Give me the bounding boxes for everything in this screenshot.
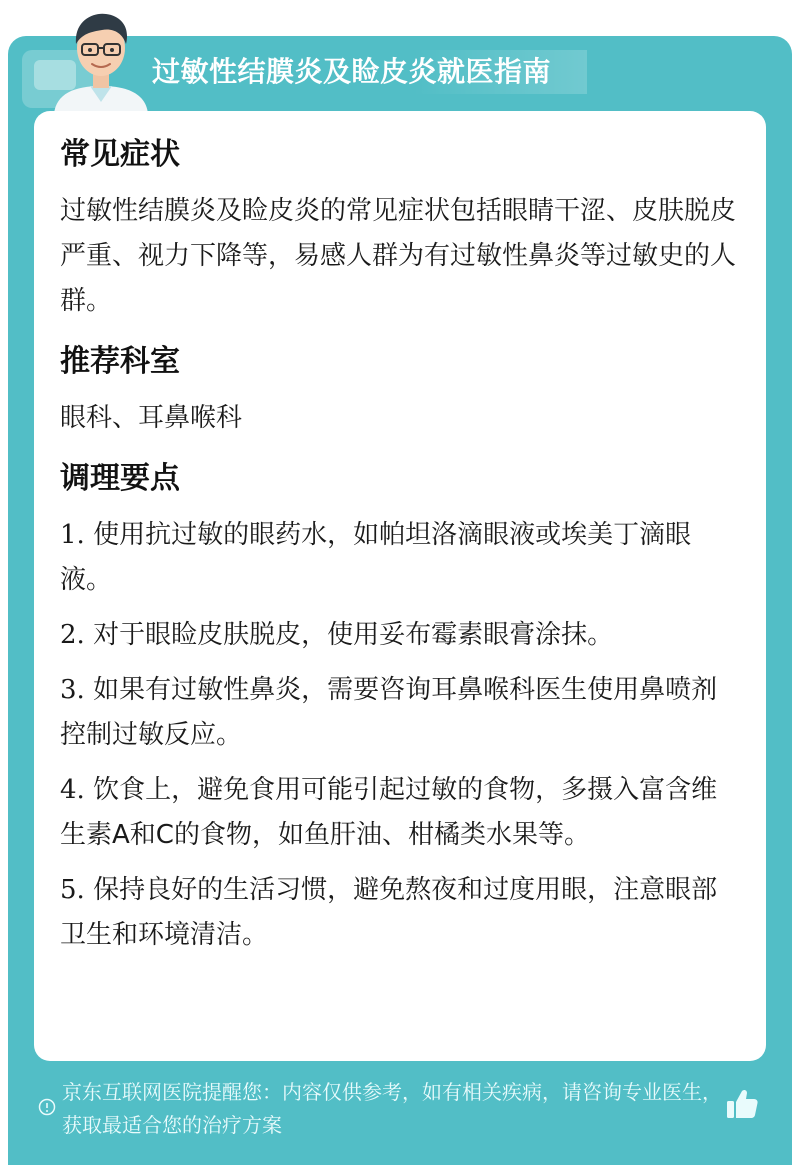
tip-number: 1. <box>60 520 85 550</box>
tip-text: 使用抗过敏的眼药水，如帕坦洛滴眼液或埃美丁滴眼液。 <box>60 520 692 595</box>
doctor-avatar <box>46 6 156 114</box>
tip-number: 5. <box>60 875 85 905</box>
card-content <box>60 135 740 958</box>
care-tip <box>60 613 740 658</box>
tip-number: 2. <box>60 620 85 650</box>
tip-text: 对于眼睑皮肤脱皮，使用妥布霉素眼膏涂抹。 <box>93 620 614 650</box>
care-tip <box>60 868 740 958</box>
department-text: 眼科、耳鼻喉科 <box>60 403 243 433</box>
section-heading-care: 调理要点 <box>60 461 180 496</box>
care-tip <box>60 513 740 603</box>
tip-text: 如果有过敏性鼻炎，需要咨询耳鼻喉科医生使用鼻喷剂控制过敏反应。 <box>60 675 718 750</box>
content-card <box>34 111 766 1061</box>
symptoms-text: 过敏性结膜炎及睑皮炎的常见症状包括眼睛干涩、皮肤脱皮严重、视力下降等，易感人群为有过敏性鼻炎等过敏史的人群。 <box>60 196 737 316</box>
thumbs-up-icon[interactable] <box>724 1086 760 1122</box>
tip-text: 饮食上，避免食用可能引起过敏的食物，多摄入富含维生素A和C的食物，如鱼肝油、柑橘类水果等。 <box>60 775 718 850</box>
section-heading-department: 推荐科室 <box>60 344 180 379</box>
page-title: 过敏性结膜炎及睑皮炎就医指南 <box>152 50 587 94</box>
tip-text: 保持良好的生活习惯，避免熬夜和过度用眼，注意眼部卫生和环境清洁。 <box>60 875 718 950</box>
tip-number: 3. <box>60 675 85 705</box>
info-icon <box>38 1098 56 1116</box>
care-tip <box>60 668 740 758</box>
footer-notice: 京东互联网医院提醒您：内容仅供参考，如有相关疾病，请咨询专业医生，获取最适合您的治疗方案 <box>62 1080 722 1137</box>
section-heading-symptoms: 常见症状 <box>60 137 180 172</box>
care-tip <box>60 768 740 858</box>
tip-number: 4. <box>60 775 85 805</box>
